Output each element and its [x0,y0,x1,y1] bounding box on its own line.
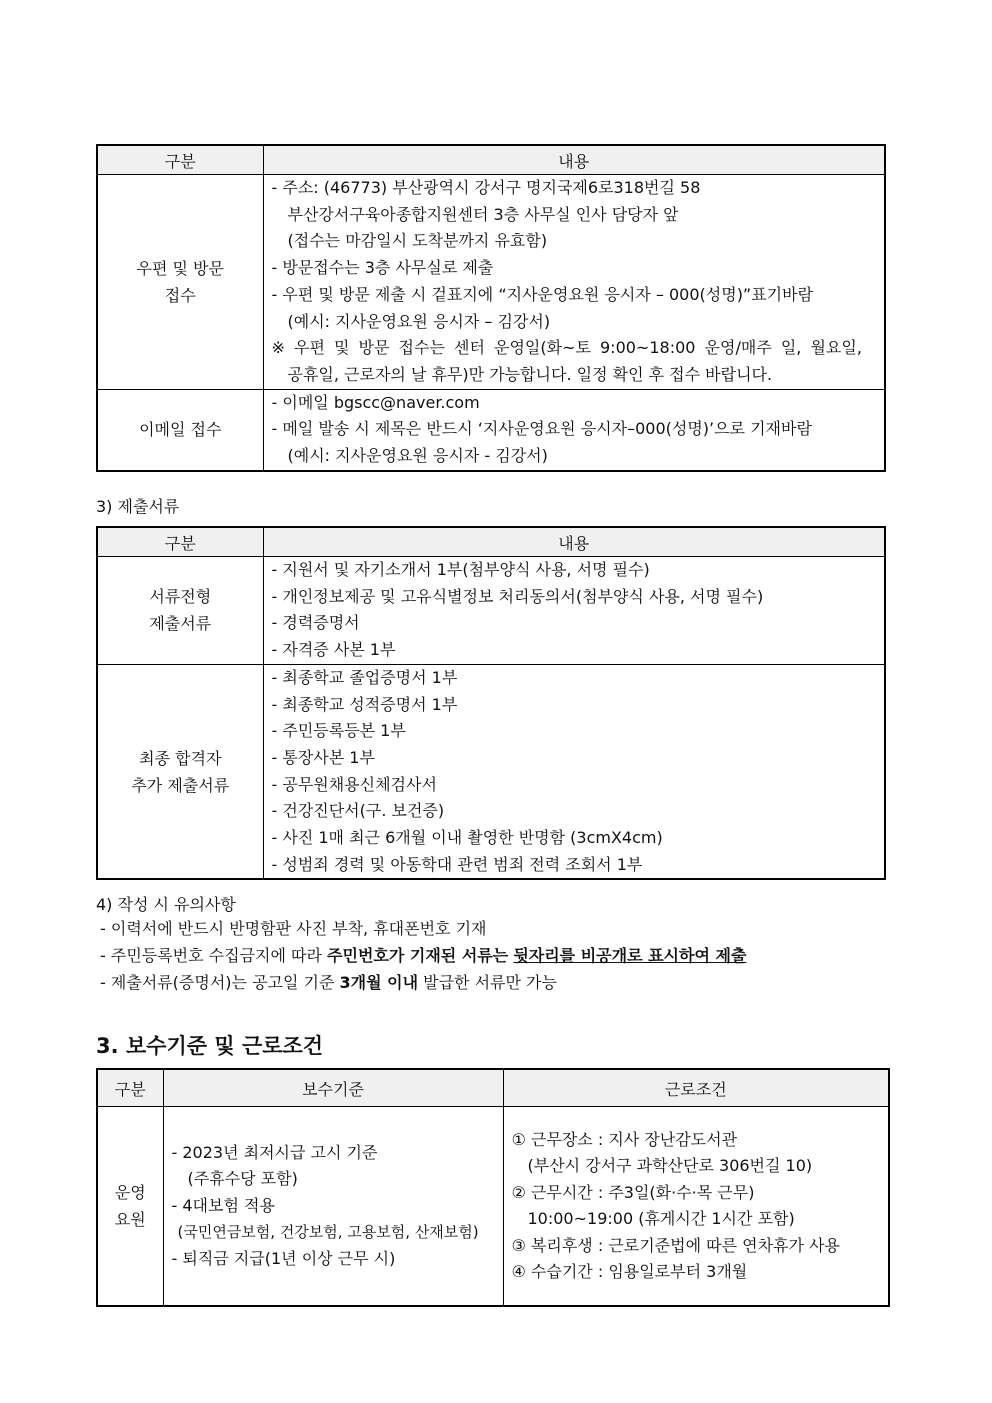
list-item: - 주민등록등본 1부 [271,721,406,741]
content-cell [263,664,885,879]
list-item: - 메일 발송 시 제목은 반드시 ‘지사운영요원 응시자–000(성명)’으로 기재바람 [271,419,812,439]
list-item: ※ 우편 및 방문 접수는 센터 운영일(화~토 9:00~18:00 운영/매주 일, 월요일, [271,338,862,358]
list-item: 공휴일, 근로자의 날 휴무)만 가능합니다. 일정 확인 후 접수 바랍니다. [287,364,773,384]
category-cell: 서류전형 제출서류 [97,557,263,665]
list-item: ④ 수습기간 : 임용일로부터 3개월 [511,1262,748,1281]
header-conditions: 근로조건 [503,1069,889,1107]
list-item: - 4대보험 적용 [171,1195,275,1215]
table-row [97,664,885,879]
header-category: 구분 [97,1069,163,1107]
list-item: - 공무원채용신체검사서 [271,774,437,794]
list-item: (접수는 마감일시 도착분까지 유효함) [287,231,548,251]
header-category: 구분 [97,527,263,557]
list-item: (국민연금보험, 건강보험, 고용보험, 산재보험) [177,1223,479,1242]
list-item: - 통장사본 1부 [271,747,375,767]
list-item: - 경력증명서 [271,613,360,633]
section-heading-pay: 3. 보수기준 및 근로조건 [96,1034,324,1058]
note-line: - 이력서에 반드시 반명함판 사진 부착, 휴대폰번호 기재 [100,919,487,938]
list-item: (예시: 지사운영요원 응시자 – 김강서) [287,311,551,331]
list-item: - 개인정보제공 및 고유식별정보 처리동의서(첨부양식 사용, 서명 필수) [271,586,764,606]
note-line: - 제출서류(증명서)는 공고일 기준 3개월 이내 발급한 서류만 가능 [100,973,557,992]
content-cell [263,557,885,665]
list-item: - 방문접수는 3층 사무실로 제출 [271,258,494,278]
content-cell [263,389,885,471]
list-item: - 성범죄 경력 및 아동학대 관련 범죄 전력 조회서 1부 [271,854,643,874]
category-cell: 이메일 접수 [97,389,263,471]
table-row [97,175,885,390]
category-cell: 우편 및 방문 접수 [97,175,263,390]
header-content: 내용 [263,145,885,175]
list-item: - 우편 및 방문 제출 시 겉표지에 “지사운영요원 응시자 – 000(성명)”표기바람 [271,284,814,304]
section-heading-notes: 4) 작성 시 유의사항 [96,895,236,914]
list-item: ② 근무시간 : 주3일(화·수·목 근무) [511,1182,755,1202]
pay-conditions-table [96,1068,890,1307]
header-content: 내용 [263,527,885,557]
list-item: - 2023년 최저시급 고시 기준 [171,1142,378,1162]
category-cell: 최종 합격자 추가 제출서류 [97,664,263,879]
required-documents-table [96,526,886,880]
pay-cell [163,1107,503,1307]
table-row [97,1107,889,1307]
table-row [97,557,885,665]
conditions-cell [503,1107,889,1307]
list-item: - 자격증 사본 1부 [271,640,396,660]
header-pay: 보수기준 [163,1069,503,1107]
list-item: - 최종학교 성적증명서 1부 [271,694,458,714]
list-item: - 주소: (46773) 부산광역시 강서구 명지국제6로318번길 58 [271,178,701,197]
content-cell [263,175,885,390]
list-item: (주휴수당 포함) [187,1169,298,1189]
section-heading-documents: 3) 제출서류 [96,497,180,516]
header-category: 구분 [97,145,263,175]
list-item: 10:00~19:00 (휴게시간 1시간 포함) [527,1209,795,1228]
list-item: (예시: 지사운영요원 응시자 - 김강서) [287,446,548,466]
list-item: - 건강진단서(구. 보건증) [271,801,445,821]
email-line: - 이메일 bgscc@naver.com [271,392,480,412]
list-item: ③ 복리후생 : 근로기준법에 따른 연차휴가 사용 [511,1235,840,1255]
category-cell: 운영 요원 [97,1107,163,1307]
note-line: - 주민등록번호 수집금지에 따라 주민번호가 기재된 서류는 뒷자리를 비공개로 표시하여 제출 [100,946,747,965]
list-item: - 지원서 및 자기소개서 1부(첨부양식 사용, 서명 필수) [271,560,650,579]
list-item: - 퇴직금 지급(1년 이상 근무 시) [171,1248,396,1268]
table-row [97,389,885,471]
list-item: 부산강서구육아종합지원센터 3층 사무실 인사 담당자 앞 [287,204,679,224]
submission-method-table [96,144,886,472]
list-item: ① 근무장소 : 지사 장난감도서관 [511,1129,738,1149]
list-item: (부산시 강서구 과학산단로 306번길 10) [527,1156,813,1175]
list-item: - 사진 1매 최근 6개월 이내 촬영한 반명함 (3cmX4cm) [271,828,663,848]
list-item: - 최종학교 졸업증명서 1부 [271,667,458,687]
